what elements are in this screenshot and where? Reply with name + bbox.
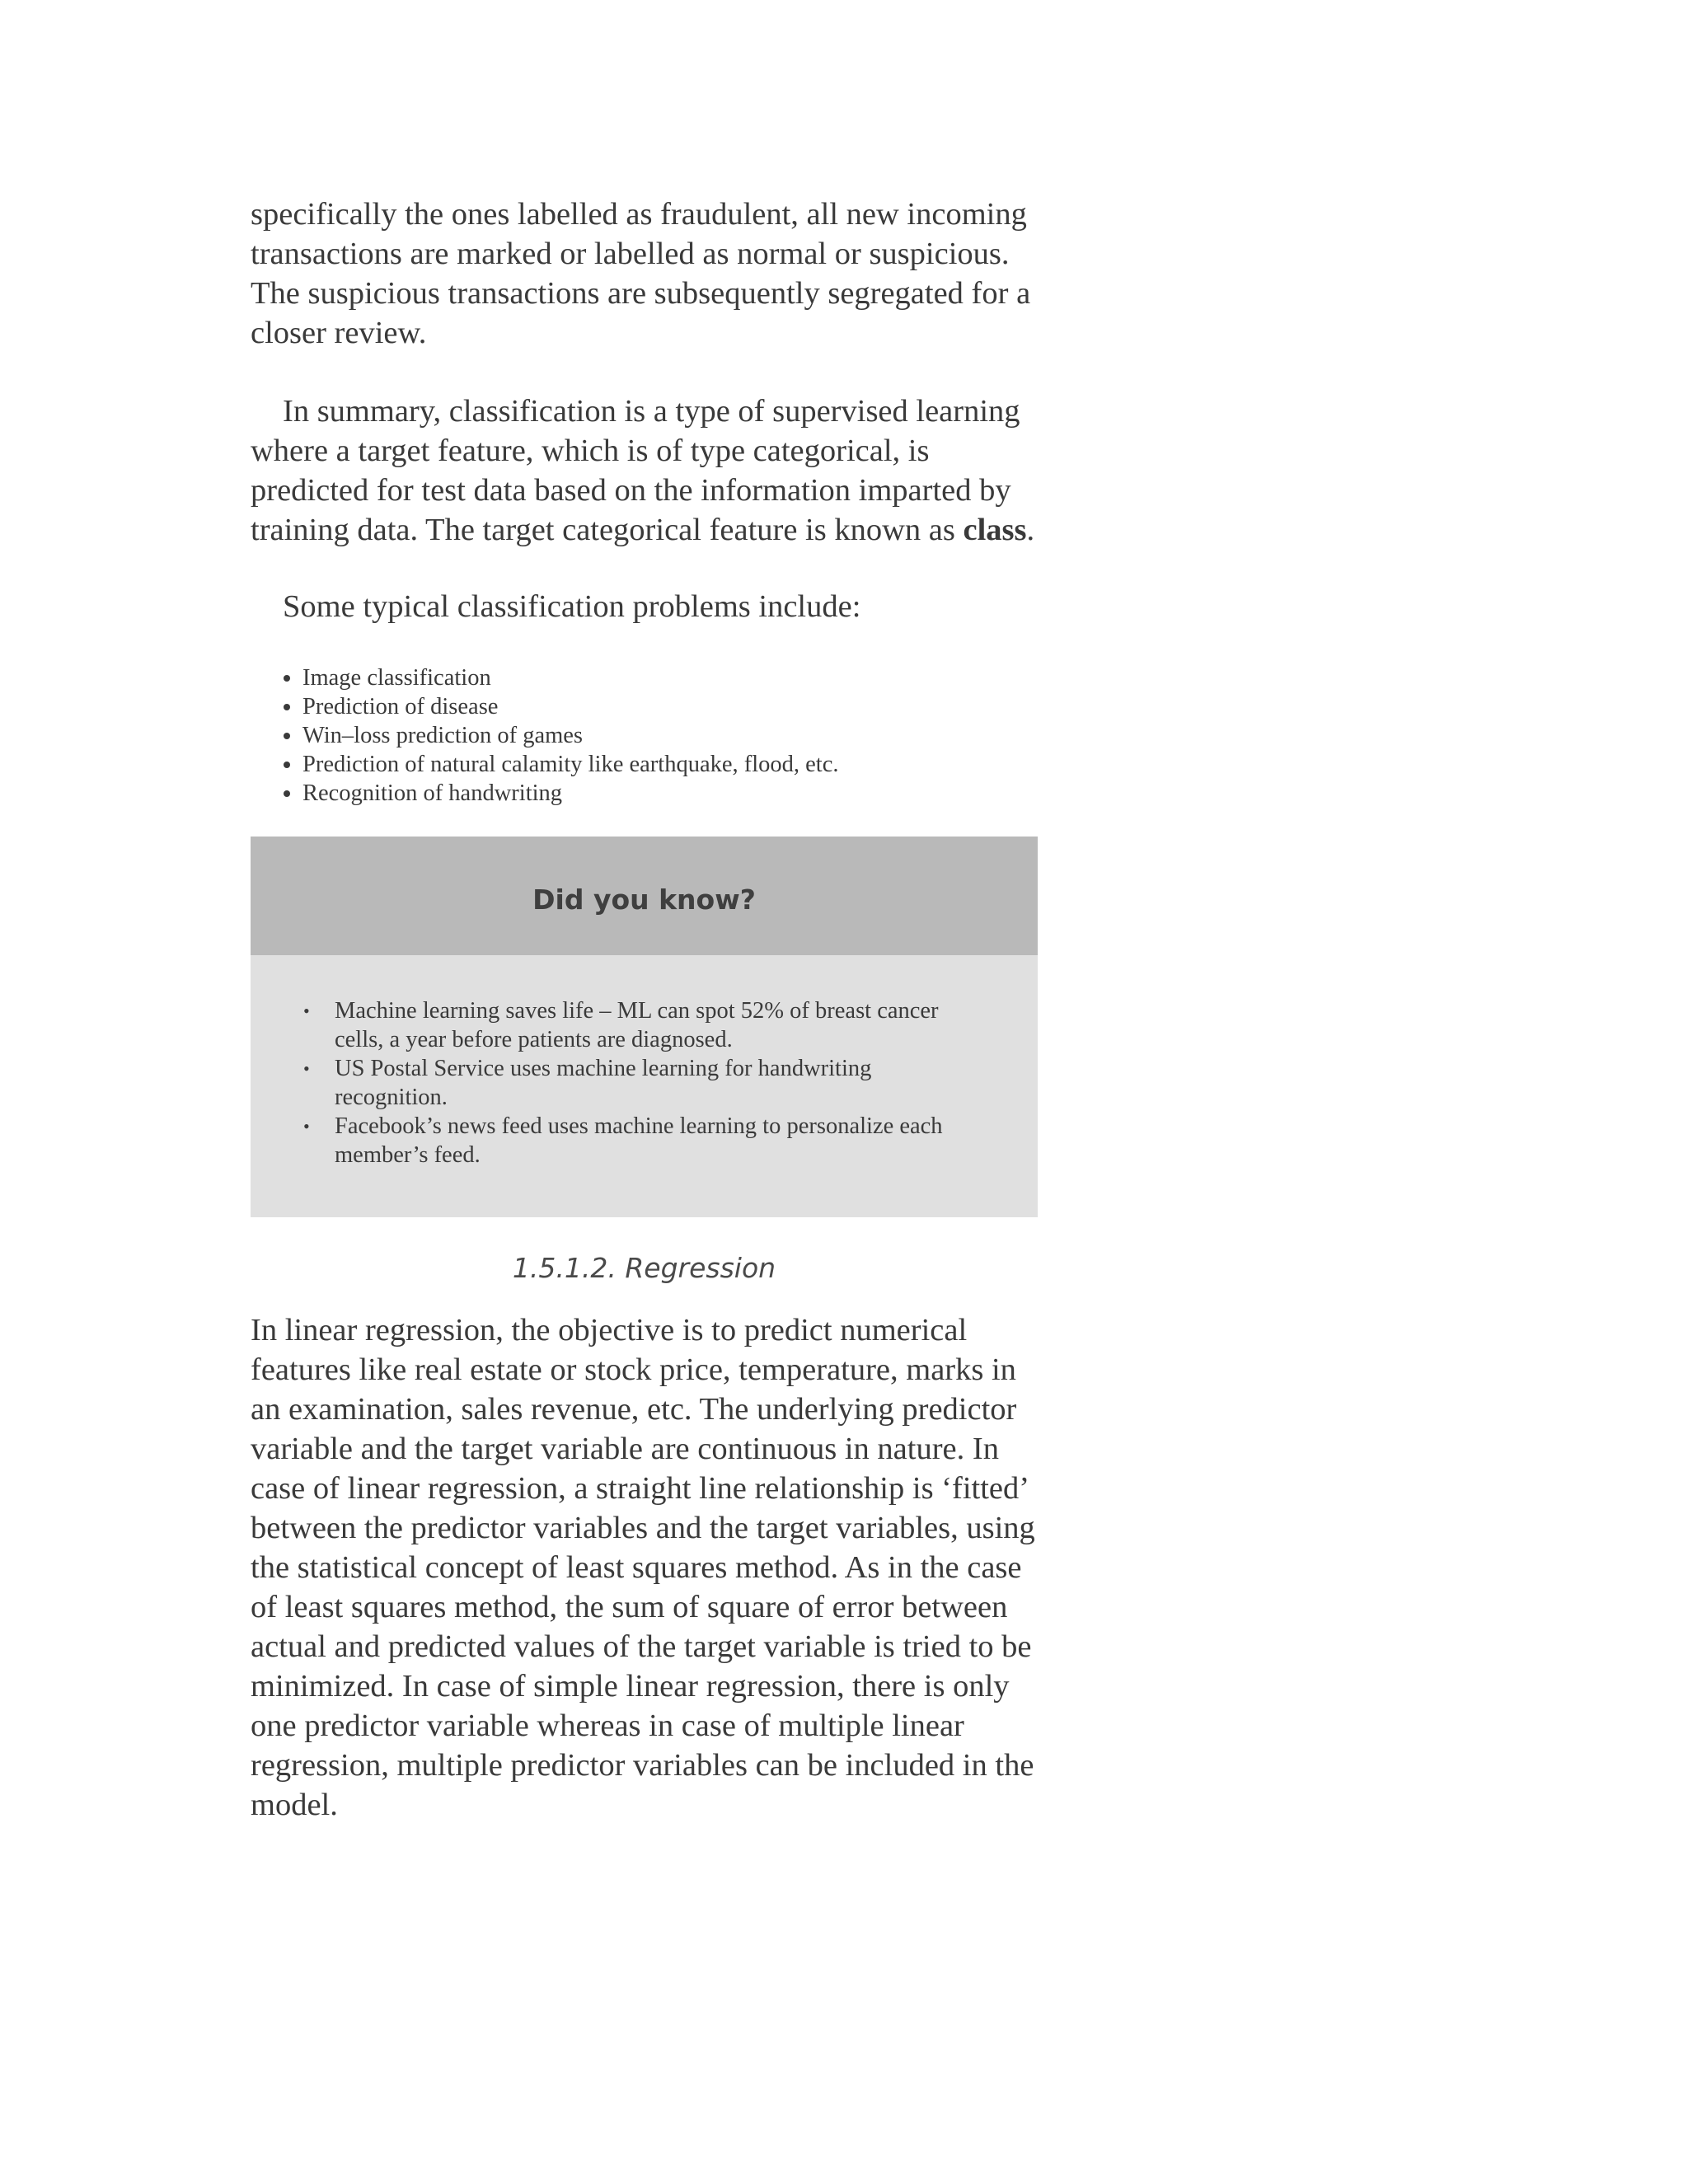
summary-text: In summary, classification is a type of supervised learning where a target feature, which is of type categorical, is predicted for test data based on the information imparted by training data. The target categorical feature is known as [251, 394, 1020, 547]
problems-list [251, 663, 1038, 808]
list-item: • US Postal Service uses machine learning for handwriting recognition. [335, 1054, 947, 1112]
section-heading-regression: 1.5.1.2. Regression [512, 1252, 776, 1284]
did-you-know-list [335, 996, 947, 1169]
did-you-know-body [251, 955, 1038, 1217]
list-item: • Image classification [302, 663, 1038, 692]
class-term: class [963, 513, 1027, 547]
paragraph-problems-intro: Some typical classification problems include: [283, 589, 861, 624]
list-item: • Prediction of disease [302, 692, 1038, 721]
list-item: • Win–loss prediction of games [302, 721, 1038, 750]
list-item: • Recognition of handwriting [302, 779, 1038, 808]
paragraph-intro: specifically the ones labelled as fraudulent, all new incoming transactions are marked or labelled as normal or suspicious. The suspicious transactions are subsequently segregated for a closer review. [251, 197, 1031, 350]
did-you-know-title: Did you know? [532, 883, 756, 916]
did-you-know-box [251, 837, 1038, 1217]
summary-end: . [1026, 513, 1035, 547]
list-item: • Facebook’s news feed uses machine learning to personalize each member’s feed. [335, 1112, 947, 1169]
paragraph-summary [251, 391, 1038, 550]
list-item: • Prediction of natural calamity like earthquake, flood, etc. [302, 750, 1038, 779]
list-item: • Machine learning saves life – ML can spot 52% of breast cancer cells, a year before patients are diagnosed. [335, 996, 947, 1054]
page-content [251, 194, 1038, 1825]
did-you-know-header [251, 837, 1038, 955]
paragraph-regression: In linear regression, the objective is to predict numerical features like real estate or stock price, temperature, marks in an examination, sales revenue, etc. The underlying predictor variable and the target variable are continuous in nature. In case of linear regression, a straight line relationship is ‘fitted’ between the predictor variables and the target variables, using the statistical concept of least squares method. As in the case of least squares method, the sum of square of error between actual and predicted values of the target variable is tried to be minimized. In case of simple linear regression, there is only one predictor variable whereas in case of multiple linear regression, multiple predictor variables can be included in the model. [251, 1313, 1035, 1822]
